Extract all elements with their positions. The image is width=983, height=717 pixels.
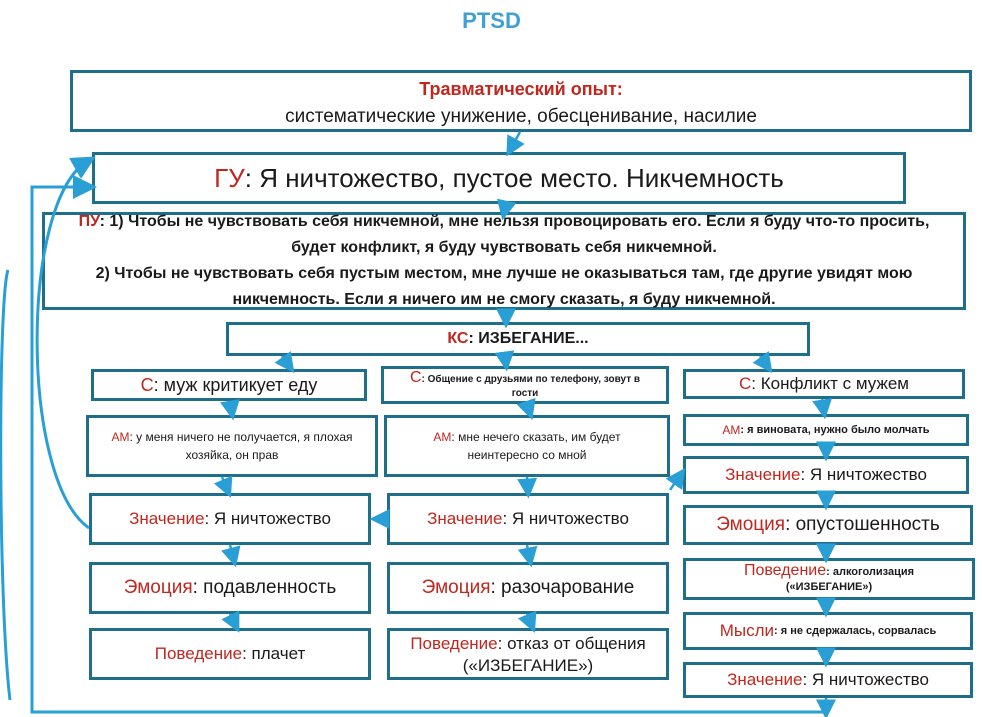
arrow-col2-emotion-behavior <box>527 614 532 626</box>
col3-situation-label: С <box>739 374 752 393</box>
col3-behavior-box <box>683 558 975 600</box>
col2-situation-text: : Общение с друзьями по телефону, зовут в гости <box>421 374 641 399</box>
col3-meaning2-box <box>683 662 973 698</box>
col3-meaning2-label: Значение <box>727 670 803 689</box>
col1-behavior-label: Поведение <box>154 644 243 663</box>
col1-emotion-box <box>89 562 371 614</box>
arrow-col3-s-am <box>822 399 824 412</box>
col3-meaning-label: Значение <box>725 465 801 484</box>
col2-behavior-label: Поведение <box>410 634 498 653</box>
col1-emotion-label: Эмоция <box>123 577 193 598</box>
arrow-col2-am-meaning <box>527 477 528 491</box>
arrow-col1-meaning-emotion <box>230 545 234 560</box>
col3-thoughts-box <box>683 612 973 650</box>
arrow-ks-col3 <box>760 356 768 367</box>
feedback-behavior-loop <box>1 270 10 700</box>
col3-emotion-text: : опустошенность <box>785 514 940 535</box>
col2-meaning-text: : Я ничтожество <box>502 509 629 528</box>
col2-am-box <box>384 415 670 477</box>
col1-am-text: : у меня ничего не получается, я плохая хозяйка, он прав <box>129 430 353 462</box>
trauma-text: систематические унижение, обесценивание, насилие <box>285 105 757 127</box>
col3-am-box <box>683 414 969 446</box>
pu-label: ПУ <box>78 213 100 230</box>
gu-label: ГУ <box>214 162 245 193</box>
col3-meaning-box <box>683 456 969 494</box>
col1-situation-text: : муж критикует еду <box>153 374 318 395</box>
ks-text: : ИЗБЕГАНИЕ... <box>468 330 589 347</box>
arrow-col2-meaning-emotion <box>527 545 530 560</box>
arrow-col1-s-am <box>230 401 232 413</box>
diagram-title: PTSD <box>462 8 521 33</box>
pu-line2: 2) Чтобы не чувствовать себя пустым местом, мне лучше не оказываться там, где другие увидят мою никчемность. Если я ничего им не смогу сказать, я буду никчемной. <box>95 265 913 308</box>
col2-behavior-box <box>387 628 669 680</box>
col3-behavior-label: Поведение <box>743 562 827 579</box>
col2-meaning-box <box>387 493 669 545</box>
ks-box <box>226 322 810 356</box>
ks-label: КС <box>447 330 469 347</box>
arrow-ks-col2 <box>505 356 506 364</box>
col3-behavior-text: : алкоголизация («ИЗБЕГАНИЕ») <box>785 566 915 593</box>
col3-emotion-box <box>683 505 973 545</box>
col1-meaning-text: : Я ничтожество <box>204 509 331 528</box>
arrow-ks-col1 <box>282 356 290 367</box>
arrow-col1-emotion-behavior <box>230 614 236 626</box>
col3-situation-text: : Конфликт с мужем <box>751 374 909 393</box>
col1-situation-label: С <box>140 374 154 395</box>
arrow-col2-to-col3 <box>670 474 681 490</box>
col3-thoughts-label: Мысли <box>719 621 775 640</box>
gu-text: : Я ничтожество, пустое место. Никчемность <box>244 162 784 193</box>
col2-emotion-text: : разочарование <box>490 577 635 598</box>
col2-situation-label: С <box>409 369 422 386</box>
col1-am-label: АМ <box>111 430 130 444</box>
col3-am-label: АМ <box>722 423 741 437</box>
gu-box <box>92 152 906 204</box>
col1-behavior-text: : плачет <box>242 644 306 663</box>
col1-am-box <box>86 415 378 477</box>
col3-emotion-label: Эмоция <box>716 514 786 535</box>
trauma-box <box>70 70 972 132</box>
col3-thoughts-text: : я не сдержалась, сорвалась <box>774 625 937 637</box>
col2-am-label: АМ <box>433 430 452 444</box>
col3-meaning-text: : Я ничтожество <box>800 465 927 484</box>
col2-situation-box <box>381 366 669 404</box>
arrow-col1-am-meaning <box>222 477 228 491</box>
col2-meaning-label: Значение <box>427 509 503 528</box>
trauma-label: Травматический опыт: <box>419 78 623 99</box>
arrow-col2-s-am <box>527 404 530 413</box>
col2-am-text: : мне нечего сказать, им будет неинтересно со мной <box>451 430 621 462</box>
col1-situation-box <box>91 369 367 401</box>
col2-emotion-label: Эмоция <box>421 577 491 598</box>
arrow-trauma-gu <box>510 132 520 150</box>
col1-emotion-text: : подавленность <box>192 577 337 598</box>
col1-meaning-label: Значение <box>129 509 205 528</box>
col3-situation-box <box>683 369 965 399</box>
pu-box <box>42 212 966 310</box>
pu-line1: : 1) Чтобы не чувствовать себя никчемной, мне нельзя провоцировать его. Если я буду что-то просить, будет конфликт, я буду чувствовать себя никчемной. <box>99 213 930 256</box>
col1-behavior-box <box>89 628 371 680</box>
col2-behavior-text: : отказ от общения («ИЗБЕГАНИЕ») <box>462 634 646 675</box>
col2-emotion-box <box>387 562 669 614</box>
col1-meaning-box <box>89 493 371 545</box>
col3-am-text: : я виновата, нужно было молчать <box>740 424 930 436</box>
col3-meaning2-text: : Я ничтожество <box>802 670 929 689</box>
